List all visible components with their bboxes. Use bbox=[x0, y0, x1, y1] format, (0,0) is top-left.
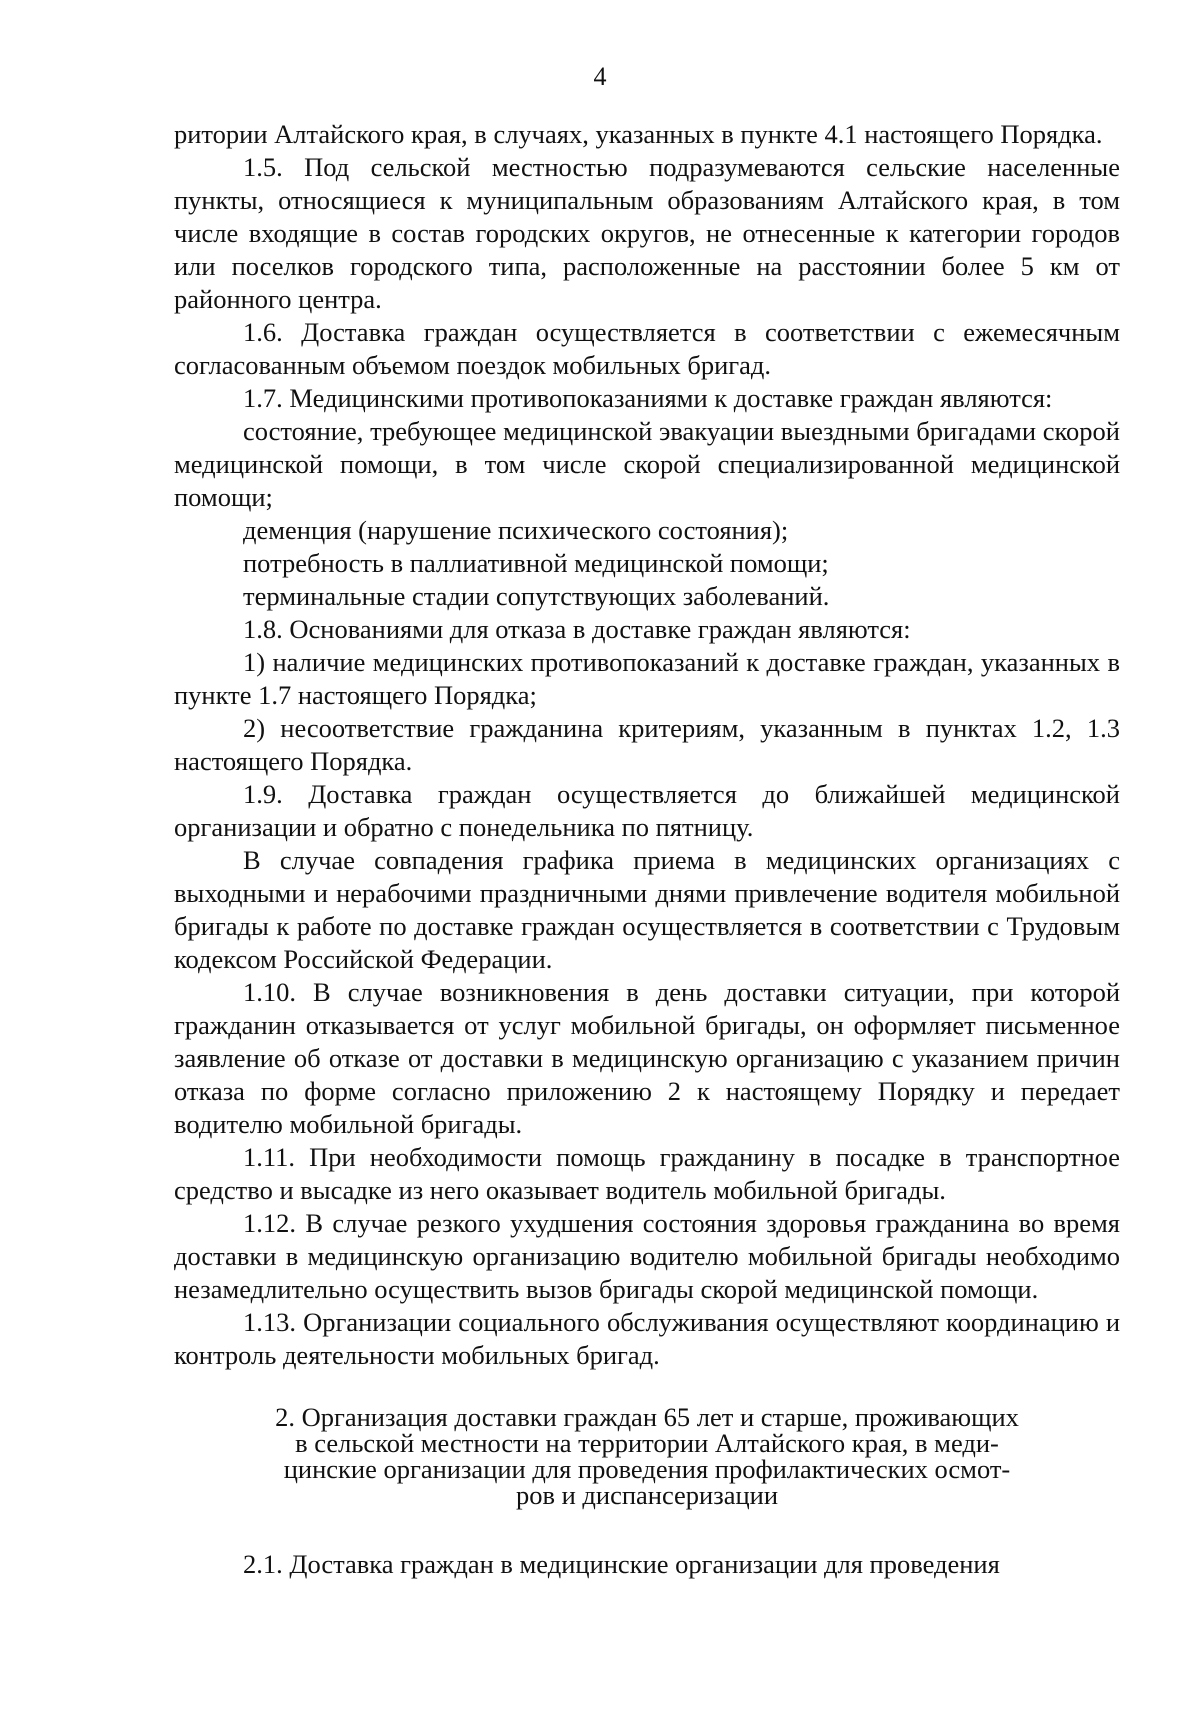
document-body bbox=[174, 118, 1120, 1581]
paragraph: ритории Алтайского края, в случаях, указанных в пункте 4.1 настоящего Порядка. bbox=[174, 119, 1103, 149]
paragraph: деменция (нарушение психического состояния); bbox=[243, 515, 789, 545]
paragraph: 1.9. Доставка граждан осуществляется до ближайшей медицинской организации и обратно с понедельника по пятницу. bbox=[174, 779, 1120, 842]
spacer bbox=[174, 1508, 1120, 1548]
section-heading-line: в сельской местности на территории Алтайского края, в меди- bbox=[295, 1428, 999, 1458]
paragraph: 1.13. Организации социального обслуживания осуществляют координацию и контроль деятельности мобильных бригад. bbox=[174, 1307, 1120, 1370]
paragraph: 1.11. При необходимости помощь гражданину в посадке в транспортное средство и высадке из него оказывает водитель мобильной бригады. bbox=[174, 1142, 1120, 1205]
paragraph: терминальные стадии сопутствующих заболеваний. bbox=[243, 581, 830, 611]
paragraph: 1.6. Доставка граждан осуществляется в соответствии с ежемесячным согласованным объемом поездок мобильных бригад. bbox=[174, 317, 1120, 380]
paragraph-2-1: 2.1. Доставка граждан в медицинские организации для проведения bbox=[243, 1549, 1000, 1579]
paragraph: 1.10. В случае возникновения в день доставки ситуации, при которой гражданин отказывается от услуг мобильной бригады, он оформляет письменное заявление об отказе от доставки в медицинскую организацию с указанием причин отказа по форме согласно приложению 2 к настоящему Порядку и передает водителю мобильной бригады. bbox=[174, 977, 1120, 1139]
paragraph: состояние, требующее медицинской эвакуации выездными бригадами скорой медицинской помощи, в том числе скорой специализированной медицинской помощи; bbox=[174, 416, 1120, 512]
paragraph: 1.8. Основаниями для отказа в доставке граждан являются: bbox=[243, 614, 911, 644]
paragraph: 1) наличие медицинских противопоказаний к доставке граждан, указанных в пункте 1.7 настоящего Порядка; bbox=[174, 647, 1120, 710]
paragraph: потребность в паллиативной медицинской помощи; bbox=[243, 548, 829, 578]
paragraph: 1.7. Медицинскими противопоказаниями к доставке граждан являются: bbox=[243, 383, 1053, 413]
paragraph-list bbox=[174, 118, 1120, 1372]
page-number: 4 bbox=[593, 62, 607, 91]
section-heading-line: ров и диспансеризации bbox=[515, 1480, 779, 1510]
section-heading-line: цинские организации для проведения профилактических осмот- bbox=[283, 1454, 1011, 1484]
paragraph: 2) несоответствие гражданина критериям, указанным в пунктах 1.2, 1.3 настоящего Порядка. bbox=[174, 713, 1120, 776]
paragraph: 1.5. Под сельской местностью подразумеваются сельские населенные пункты, относящиеся к муниципальным образованиям Алтайского края, в том числе входящие в состав городских округов, не отнесенные к категории городов или поселков городского типа, расположенные на расстоянии более 5 км от районного центра. bbox=[174, 152, 1120, 314]
section-heading bbox=[174, 1404, 1120, 1508]
paragraph: В случае совпадения графика приема в медицинских организациях с выходными и нерабочими праздничными днями привлечение водителя мобильной бригады к работе по доставке граждан осуществляется в соответствии с Трудовым кодексом Российской Федерации. bbox=[174, 845, 1120, 974]
paragraph: 1.12. В случае резкого ухудшения состояния здоровья гражданина во время доставки в медицинскую организацию водителю мобильной бригады необходимо незамедлительно осуществить вызов бригады скорой медицинской помощи. bbox=[174, 1208, 1120, 1304]
section-heading-line: 2. Организация доставки граждан 65 лет и старше, проживающих bbox=[275, 1402, 1019, 1432]
